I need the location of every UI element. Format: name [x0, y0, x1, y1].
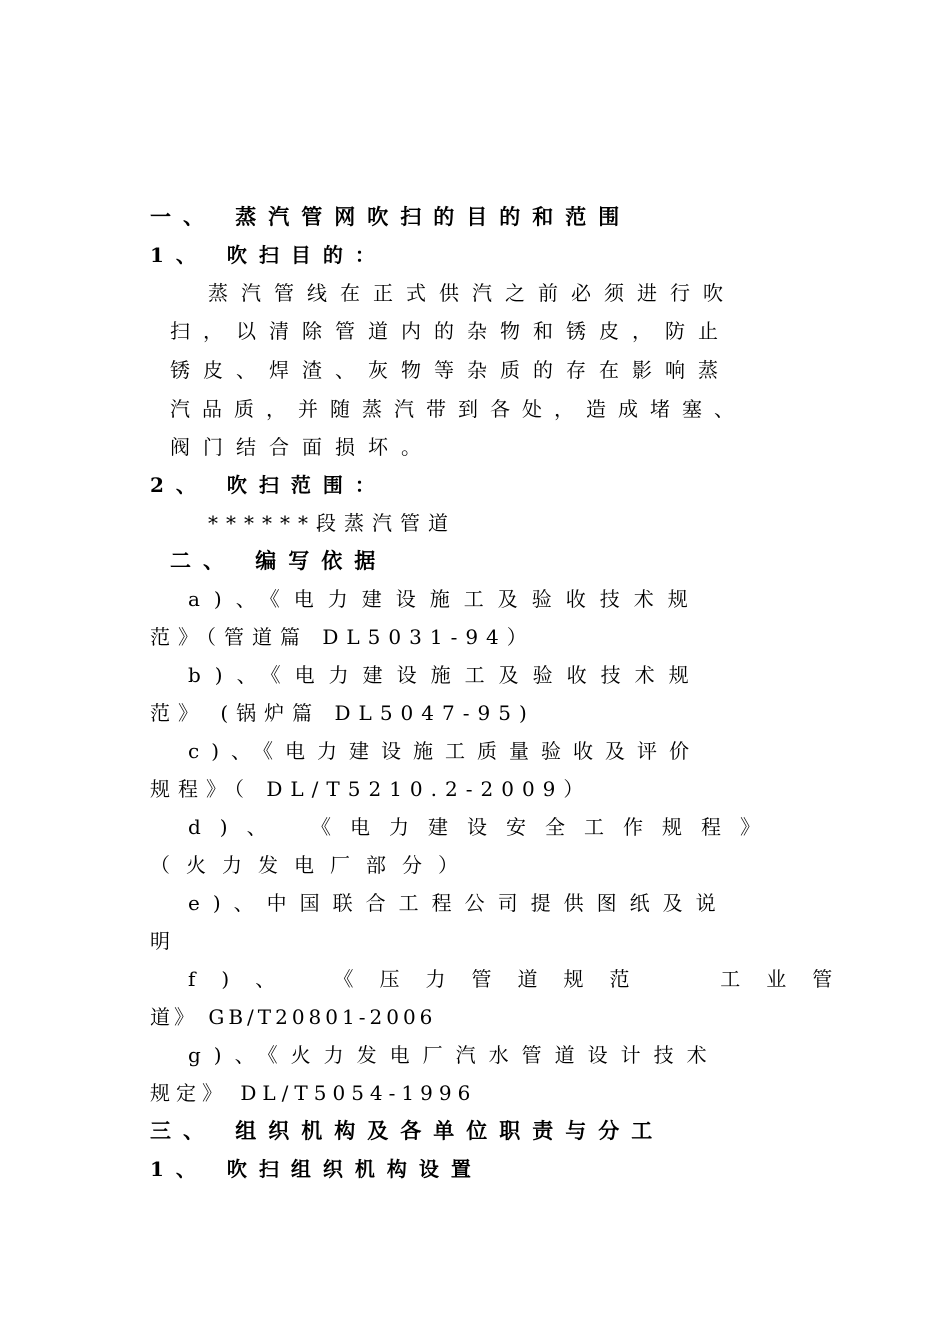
reference-line: g)、《火力发电厂汽水管道设计技术 — [188, 1043, 720, 1067]
section1-title: 一、 蒸汽管网吹扫的目的和范围 — [150, 204, 632, 229]
scope-text: ******段蒸汽管道 — [208, 511, 456, 535]
reference-line: c)、《电力建设施工质量验收及评价 — [188, 739, 702, 763]
reference-line: e)、中国联合工程公司提供图纸及说 — [188, 891, 729, 915]
section2-title: 二、 编写依据 — [170, 548, 388, 573]
purpose-line: 汽品质，并随蒸汽带到各处，造成堵塞、 — [170, 397, 746, 421]
reference-line: 规定》 DL/T5054-1996 — [150, 1081, 477, 1105]
purpose-line: 扫，以清除管道内的杂物和锈皮，防止 — [170, 319, 731, 343]
reference-line: a)、《电力建设施工及验收技术规 — [188, 587, 702, 611]
scope-heading: 2、 吹扫范围： — [150, 473, 387, 497]
purpose-line: 锈皮、焊渣、灰物等杂质的存在影响蒸 — [170, 358, 731, 382]
reference-line: d)、 《电力建设安全工作规程》 — [188, 815, 779, 839]
reference-line: 规程》（ DL/T5210.2-2009） — [150, 777, 592, 801]
reference-line: 明 — [150, 929, 182, 953]
reference-line: 范》 (锅炉篇 DL5047-95) — [150, 701, 535, 725]
reference-line: 范》（管道篇 DL5031-94） — [150, 625, 535, 649]
section3-title: 三、 组织机构及各单位职责与分工 — [150, 1118, 665, 1143]
purpose-heading: 1、 吹扫目的： — [150, 243, 387, 267]
reference-line: 道》 GB/T20801-2006 — [150, 1005, 437, 1029]
reference-line: b)、《电力建设施工及验收技术规 — [188, 663, 703, 687]
purpose-line: 阀门结合面损坏。 — [170, 435, 434, 459]
reference-line: （火力发电厂部分） — [150, 853, 474, 877]
purpose-line: 蒸汽管线在正式供汽之前必须进行吹 — [208, 281, 736, 305]
org-sub-heading: 1、 吹扫组织机构设置 — [150, 1157, 483, 1181]
reference-line: f)、 《压力管道规范 工业管 — [188, 967, 859, 991]
